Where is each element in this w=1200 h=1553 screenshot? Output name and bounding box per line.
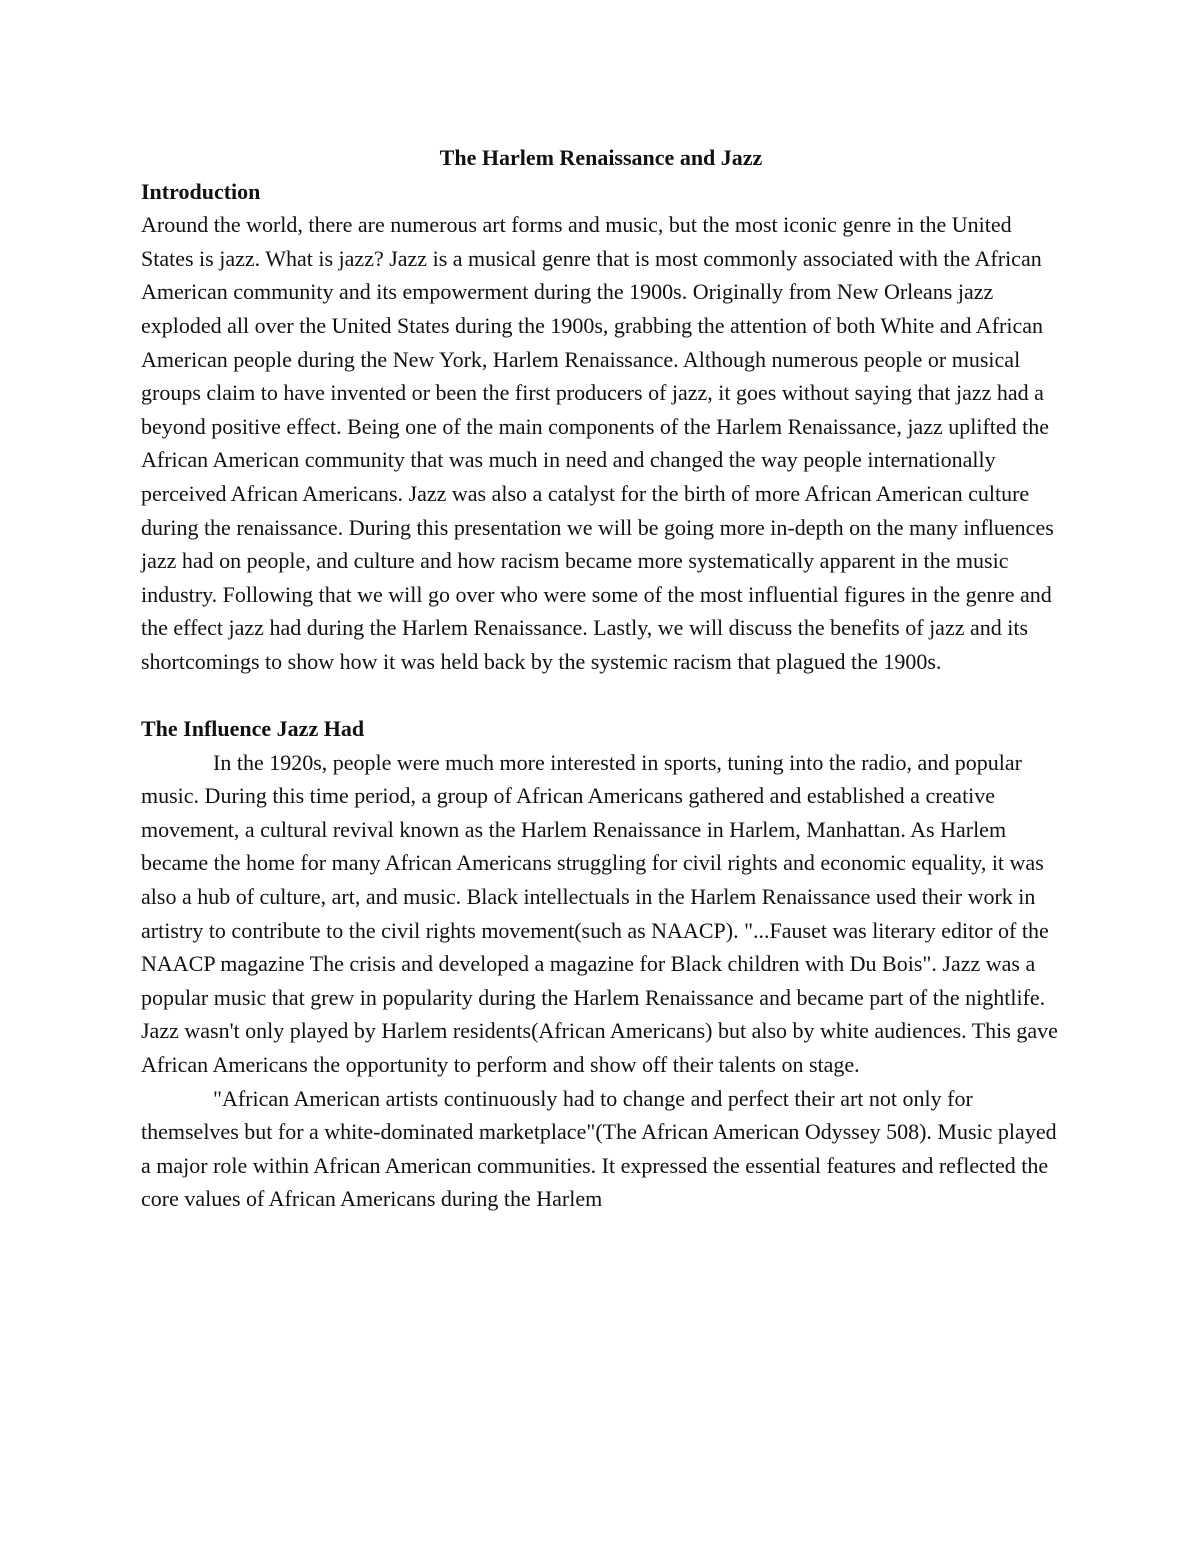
section-heading-influence: The Influence Jazz Had [141, 716, 365, 742]
paragraph-spacer [141, 679, 1061, 713]
document-title: The Harlem Renaissance and Jazz [439, 145, 763, 170]
paragraph: In the 1920s, people were much more interested in sports, tuning into the radio, and popular music. During this time period, a group of African Americans gathered and established a creative movement, a cultural revival known as the Harlem Renaissance in Harlem, Manhattan. As Harlem became the home for many African Americans struggling for civil rights and economic equality, it was also a hub of culture, art, and music. Black intellectuals in the Harlem Renaissance used their work in artistry to contribute to the civil rights movement(such as NAACP). "...Fauset was literary editor of the NAACP magazine The crisis and developed a magazine for Black children with Du Bois". Jazz was a popular music that grew in popularity during the Harlem Renaissance and became part of the nightlife. Jazz wasn't only played by Harlem residents(African Americans) but also by white audiences. This gave African Americans the opportunity to perform and show off their talents on stage. [141, 749, 1058, 1078]
paragraph: Around the world, there are numerous art forms and music, but the most iconic genre in the United States is jazz. What is jazz? Jazz is a musical genre that is most commonly associated with the African American community and its empowerment during the 1900s. Originally from New Orleans jazz exploded all over the United States during the 1900s, grabbing the attention of both White and African American people during the New York, Harlem Renaissance. Although numerous people or musical groups claim to have invented or been the first producers of jazz, it goes without saying that jazz had a beyond positive effect. Being one of the main components of the Harlem Renaissance, jazz uplifted the African American community that was much in need and changed the way people internationally perceived African Americans. Jazz was also a catalyst for the birth of more African American culture during the renaissance. During this presentation we will be going more in-depth on the many influences jazz had on people, and culture and how racism became more systematically apparent in the music industry. Following that we will go over who were some of the most influential figures in the genre and the effect jazz had during the Harlem Renaissance. Lastly, we will discuss the benefits of jazz and its shortcomings to show how it was held back by the systemic racism that plagued the 1900s. [141, 212, 1054, 674]
paragraph: "African American artists continuously had to change and perfect their art not only for themselves but for a white-dominated marketplace"(The African American Odyssey 508). Music played a major role within African American communities. It expressed the essential features and reflected the core values of African Americans during the Harlem [141, 1085, 1057, 1212]
section-heading-introduction: Introduction [141, 178, 261, 204]
document-body [141, 141, 1061, 1216]
